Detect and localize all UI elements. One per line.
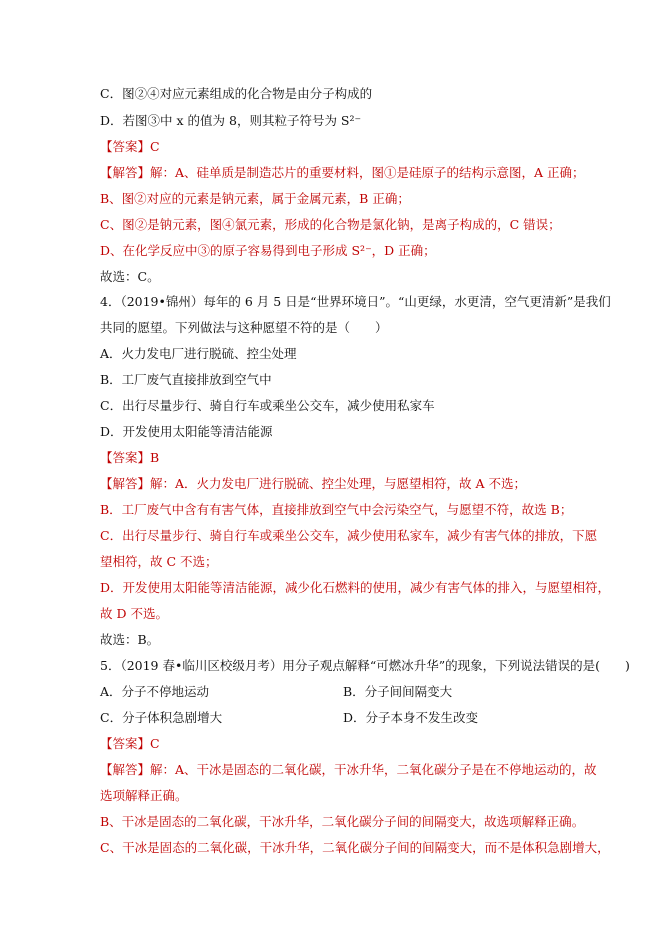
q3-solution-d: D、在化学反应中③的原子容易得到电子形成 S²⁻，D 正确； xyxy=(100,243,436,258)
q4-answer: 【答案】B xyxy=(100,450,160,465)
q5-option-a: A．分子不停地运动 xyxy=(100,684,210,699)
q4-conclusion: 故选：B。 xyxy=(100,632,160,647)
q4-stem-line2: 共同的愿望。下列做法与这种愿望不符的是（ ） xyxy=(100,320,388,335)
q4-solution-d-line1: D．开发使用太阳能等清洁能源，减少化石燃料的使用，减少有害气体的排入，与愿望相符， xyxy=(100,580,611,595)
q5-solution-a-line1: 【解答】解：A、干冰是固态的二氧化碳，干冰升华，二氧化碳分子是在不停地运动的，故 xyxy=(100,762,597,777)
q4-solution-d-line2: 故 D 不选。 xyxy=(100,606,168,621)
q4-solution-b: B．工厂废气中含有有害气体，直接排放到空气中会污染空气，与愿望不符，故选 B； xyxy=(100,502,573,517)
q5-solution-b: B、干冰是固态的二氧化碳，干冰升华，二氧化碳分子间的间隔变大，故选项解释正确。 xyxy=(100,814,585,829)
q5-answer: 【答案】C xyxy=(100,736,160,751)
q5-option-b: B．分子间间隔变大 xyxy=(343,684,453,699)
q4-solution-c-line2: 望相符，故 C 不选； xyxy=(100,554,218,569)
q4-option-a: A．火力发电厂进行脱硫、控尘处理 xyxy=(100,346,297,361)
q4-option-c: C．出行尽量步行、骑自行车或乘坐公交车，减少使用私家车 xyxy=(100,398,435,413)
q4-stem-line1: 4．（2019•锦州）每年的 6 月 5 日是“世界环境日”。“山更绿，水更清，空气更清新”是我们 xyxy=(100,294,611,309)
q3-option-d: D．若图③中 x 的值为 8，则其粒子符号为 S²⁻ xyxy=(100,113,362,128)
q3-solution-a: 【解答】解：A、硅单质是制造芯片的重要材料，图①是硅原子的结构示意图，A 正确； xyxy=(100,165,585,180)
q4-solution-a: 【解答】解：A．火力发电厂进行脱硫、控尘处理，与愿望相符，故 A 不选； xyxy=(100,476,527,491)
q5-option-d: D．分子本身不发生改变 xyxy=(343,710,479,725)
q5-option-c: C．分子体积急剧增大 xyxy=(100,710,223,725)
q5-solution-a-line2: 选项解释正确。 xyxy=(100,788,188,803)
q3-answer: 【答案】C xyxy=(100,139,160,154)
q3-option-c: C．图②④对应元素组成的化合物是由分子构成的 xyxy=(100,86,373,101)
q3-solution-b: B、图②对应的元素是钠元素，属于金属元素，B 正确； xyxy=(100,191,410,206)
q3-solution-c: C、图②是钠元素，图④氯元素，形成的化合物是氯化钠，是离子构成的，C 错误； xyxy=(100,217,561,232)
q4-solution-c-line1: C．出行尽量步行、骑自行车或乘坐公交车，减少使用私家车，减少有害气体的排放，下愿 xyxy=(100,528,598,543)
q4-option-b: B．工厂废气直接排放到空气中 xyxy=(100,372,272,387)
q4-option-d: D．开发使用太阳能等清洁能源 xyxy=(100,424,273,439)
q5-solution-c: C、干冰是固态的二氧化碳，干冰升华，二氧化碳分子间的间隔变大，而不是体积急剧增大， xyxy=(100,840,610,855)
q3-conclusion: 故选：C。 xyxy=(100,269,160,284)
q5-stem: 5．（2019 春•临川区校级月考）用分子观点解释“可燃冰升华”的现象，下列说法错误的是( ) xyxy=(100,658,630,673)
